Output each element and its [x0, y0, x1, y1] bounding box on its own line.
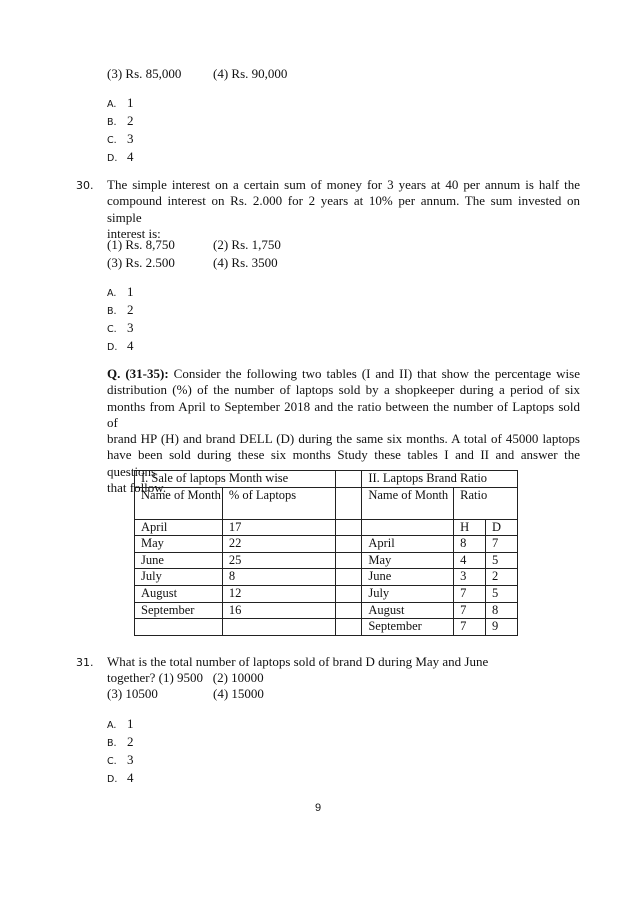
- table-row: [135, 619, 518, 636]
- option-letter: B.: [107, 306, 117, 317]
- option-letter: D.: [107, 342, 118, 353]
- question-30-line-1: The simple interest on a certain sum of money for 3 years at 40 per annum is half the: [107, 177, 580, 192]
- option-value: 4: [127, 149, 134, 164]
- t2-h: 7: [454, 602, 486, 619]
- table-title-row: [135, 471, 518, 488]
- q31-choice-3: (3) 10500: [107, 686, 158, 701]
- option-letter: A.: [107, 99, 117, 110]
- table-spacer: [336, 519, 362, 536]
- table-spacer: [336, 585, 362, 602]
- t2-h: 7: [454, 585, 486, 602]
- option-value: 1: [127, 716, 134, 731]
- t2-d: 5: [486, 552, 518, 569]
- option-letter: B.: [107, 738, 117, 749]
- t2-month: June: [362, 569, 454, 586]
- passage-line-5: have been sold during these six months Study these tables I and II and answer the questions: [107, 447, 580, 479]
- t2-month: July: [362, 585, 454, 602]
- t2-month: April: [362, 536, 454, 553]
- t1-month: May: [135, 536, 223, 553]
- t2-month: September: [362, 619, 454, 636]
- t2-h: 8: [454, 536, 486, 553]
- option-value: 4: [127, 338, 134, 353]
- q31-choice-4: (4) 15000: [213, 686, 264, 701]
- table-row: [135, 585, 518, 602]
- q30-option-b[interactable]: [107, 302, 134, 318]
- question-30-text: [107, 177, 580, 242]
- table-spacer: [336, 569, 362, 586]
- prev-option-b[interactable]: [107, 113, 134, 129]
- option-value: 3: [127, 752, 134, 767]
- question-30-line-3: interest is:: [107, 225, 161, 241]
- passage-line-6: that follow.: [107, 480, 167, 496]
- table-header-row: [135, 487, 518, 519]
- q30-option-d[interactable]: [107, 338, 134, 354]
- t2-month: May: [362, 552, 454, 569]
- prev-choice-4: (4) Rs. 90,000: [213, 66, 288, 81]
- option-value: 1: [127, 284, 134, 299]
- question-30-line-2: compound interest on Rs. 2.000 for 2 years at 10% per annum. The sum invested on simple: [107, 193, 580, 225]
- passage-line-2: distribution (%) of the number of laptops sold by a shopkeeper during a period of six: [107, 382, 580, 398]
- option-letter: B.: [107, 117, 117, 128]
- table-spacer: [336, 536, 362, 553]
- t1-pct: 22: [222, 536, 336, 553]
- option-value: 2: [127, 302, 134, 317]
- t1-month: September: [135, 602, 223, 619]
- col-header-d: D: [486, 519, 518, 536]
- q30-option-a[interactable]: [107, 284, 134, 300]
- table-row: [135, 569, 518, 586]
- table-spacer: [336, 552, 362, 569]
- col-header-pct: % of Laptops: [222, 487, 336, 519]
- question-31-line-2: together? (1) 9500 (2) 10000: [107, 670, 264, 685]
- col-header-ratio: Ratio: [454, 487, 518, 519]
- passage-line-4: brand HP (H) and brand DELL (D) during the same six months. A total of 45000 laptops: [107, 431, 580, 447]
- t2-h: 4: [454, 552, 486, 569]
- t1-pct: 16: [222, 602, 336, 619]
- table-row: [135, 519, 518, 536]
- option-letter: C.: [107, 135, 117, 146]
- q30-choice-2: (2) Rs. 1,750: [213, 237, 281, 252]
- t1-month: July: [135, 569, 223, 586]
- t2-d: 2: [486, 569, 518, 586]
- q30-choice-3: (3) Rs. 2.500: [107, 255, 175, 270]
- question-number-30: 30.: [76, 179, 94, 192]
- option-letter: A.: [107, 288, 117, 299]
- col-header-month-2: Name of Month: [362, 487, 454, 519]
- q31-option-a[interactable]: [107, 716, 134, 732]
- col-header-month: Name of Month: [135, 487, 223, 519]
- t2-d: 7: [486, 536, 518, 553]
- option-letter: C.: [107, 324, 117, 335]
- t1-month-empty: [135, 619, 223, 636]
- option-letter: C.: [107, 756, 117, 767]
- passage-line-1: [107, 366, 580, 382]
- t2-month: August: [362, 602, 454, 619]
- table-row: [135, 536, 518, 553]
- prev-option-a[interactable]: [107, 95, 134, 111]
- q30-choice-1: (1) Rs. 8,750: [107, 237, 175, 252]
- passage-line-3: months from April to September 2018 and the ratio between the number of Laptops sold of: [107, 398, 580, 430]
- option-value: 2: [127, 113, 134, 128]
- page-number: 9: [315, 802, 322, 814]
- table-row: [135, 602, 518, 619]
- option-letter: D.: [107, 774, 118, 785]
- prev-option-c[interactable]: [107, 131, 134, 147]
- q31-option-c[interactable]: [107, 752, 134, 768]
- option-value: 3: [127, 320, 134, 335]
- t2-d: 5: [486, 585, 518, 602]
- table-spacer: [336, 487, 362, 519]
- option-value: 4: [127, 770, 134, 785]
- q30-choice-4: (4) Rs. 3500: [213, 255, 278, 270]
- question-31-line-1: What is the total number of laptops sold of brand D during May and June: [107, 654, 489, 669]
- option-letter: D.: [107, 153, 118, 164]
- question-number-31: 31.: [76, 656, 94, 669]
- passage-line-1-text: Consider the following two tables (I and II) that show the percentage wise: [173, 366, 580, 381]
- t1-pct: 25: [222, 552, 336, 569]
- t2-d: 9: [486, 619, 518, 636]
- option-value: 2: [127, 734, 134, 749]
- q30-option-c[interactable]: [107, 320, 134, 336]
- q31-option-d[interactable]: [107, 770, 134, 786]
- prev-option-d[interactable]: [107, 149, 134, 165]
- t2-d: 8: [486, 602, 518, 619]
- option-value: 3: [127, 131, 134, 146]
- t2-h: 3: [454, 569, 486, 586]
- table-1-title: I. Sale of laptops Month wise: [135, 471, 336, 488]
- prev-choice-3: (3) Rs. 85,000: [107, 66, 182, 81]
- t1-month: April: [135, 519, 223, 536]
- t1-pct: 12: [222, 585, 336, 602]
- t1-month: August: [135, 585, 223, 602]
- t2-h: 7: [454, 619, 486, 636]
- option-letter: A.: [107, 720, 117, 731]
- laptop-tables: [134, 470, 518, 636]
- t1-pct-empty: [222, 619, 336, 636]
- t1-month: June: [135, 552, 223, 569]
- table-row: [135, 552, 518, 569]
- table-spacer: [336, 602, 362, 619]
- passage-label: Q. (31-35):: [107, 366, 169, 381]
- table-spacer: [336, 619, 362, 636]
- t1-pct: 17: [222, 519, 336, 536]
- q31-option-b[interactable]: [107, 734, 134, 750]
- t2-month-empty: [362, 519, 454, 536]
- col-header-h: H: [454, 519, 486, 536]
- option-value: 1: [127, 95, 134, 110]
- table-2-title: II. Laptops Brand Ratio: [362, 471, 518, 488]
- table-spacer: [336, 471, 362, 488]
- t1-pct: 8: [222, 569, 336, 586]
